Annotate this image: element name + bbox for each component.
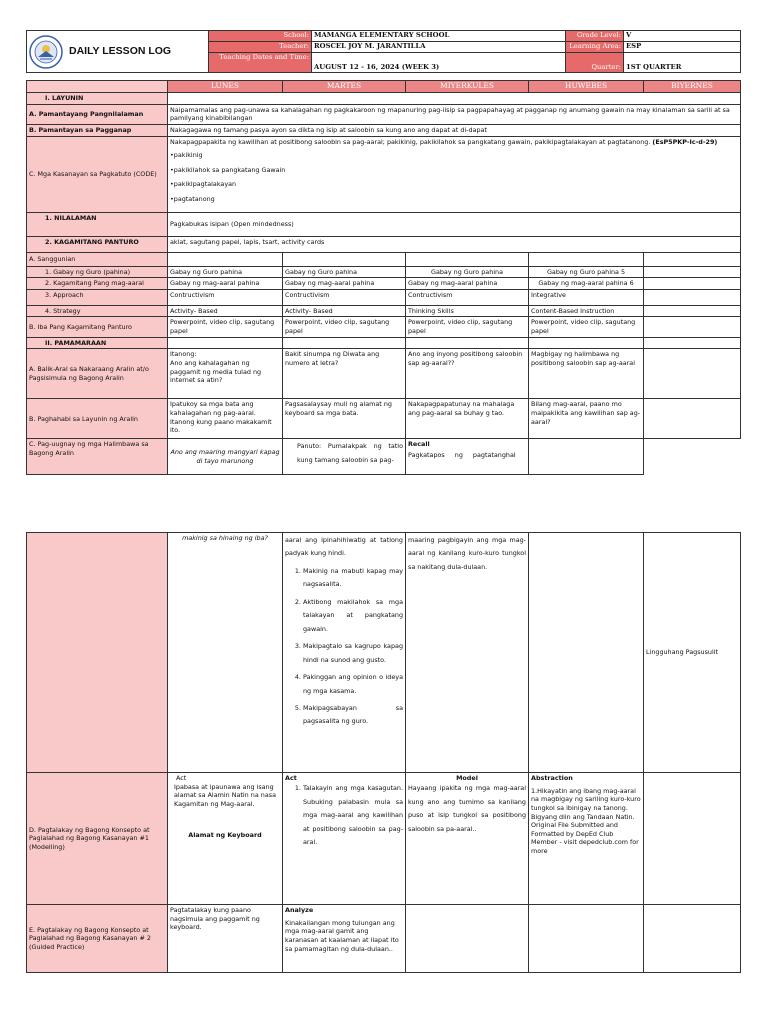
teacher-label: Teacher: (209, 42, 312, 53)
e-tue-title: Analyze (285, 906, 314, 914)
approach-fri (644, 289, 741, 305)
iba-pang-thu: Powerpoint, video clip, sagutang papel (529, 317, 644, 337)
grade-level-value: V (624, 31, 741, 42)
d-tue-title: Act (285, 774, 297, 782)
strategy-fri (644, 305, 741, 317)
paghahabi-thu: Bilang mag-aaral, paano mo maipakikita ang kawilihan sap ag-aaral? (529, 399, 644, 439)
lesson-table-page-1 (26, 80, 740, 475)
approach-tue: Contructivism (283, 289, 406, 305)
iba-pang-label: B. Iba Pang Kagamitang Panturo (27, 317, 168, 337)
balik-aral-mon: Itanong: Ano ang kahalagahan ng paggamit ng media tulad ng internet sa atin? (168, 349, 283, 399)
d-mon-sub: Alamat ng Keyboard (188, 830, 262, 839)
cont-tue-intro: aaral ang ipinahihiwatig at tatlong padyak kung hindi. (285, 536, 403, 558)
gabay-guro-tue: Gabay ng Guro pahina (283, 266, 406, 278)
d-thu-note: Original File Submitted and Formatted by DepEd Club Member - visit depedclub.com for more (531, 821, 639, 856)
bullet-item: •pakikinig (170, 151, 203, 160)
mga-kasanayan-code: (EsP5PKP-Ic-d-29) (652, 137, 718, 146)
pag-uugnay-tue: Panuto: Pumalakpak ng tatlo kung tamang saloobin sa pag- (283, 439, 406, 475)
kagamitang-label: 2. KAGAMITANG PANTURO (27, 236, 168, 252)
kagamitang-mag-aaral-fri (644, 278, 741, 290)
header-table (26, 30, 741, 73)
sanggunian-label: A. Sanggunian (27, 252, 168, 266)
iba-pang-mon: Powerpoint, video clip, sagutang papel (168, 317, 283, 337)
quarter-label: Quarter: (566, 53, 624, 73)
learning-area-value: ESP (624, 42, 741, 53)
pag-uugnay-mon: Ano ang maaring mangyari kapag di tayo marunong (168, 439, 283, 475)
gabay-guro-wed: Gabay ng Guro pahina (406, 266, 529, 278)
d-wed-title: Model (456, 774, 478, 782)
d-thu-text: 1.Hikayatin ang ibang mag-aaral na magbigay ng sariling kuro-kuro tungkol sa ibinigay na tanong. Bigyang diin ang Tandaan Natin. (531, 786, 641, 821)
e-mon: Pagtatalakay kung paano nagsimula ang paggamit ng keyboard. (168, 905, 283, 973)
balik-aral-label: A. Balik-Aral sa Nakaraang Aralin at/o Pagsisimula ng Bagong Aralin (27, 349, 168, 399)
paghahabi-tue: Pagsasalaysay muli ng alamat ng keyboard sa mga bata. (283, 399, 406, 439)
nilalaman-label: 1. NILALAMAN (27, 212, 168, 236)
balik-aral-tue: Bakit sinumpa ng Diwata ang numero at letra? (283, 349, 406, 399)
kagamitang-mag-aaral-mon: Gabay ng mag-aaral pahina (168, 278, 283, 290)
strategy-thu: Content-Based Instruction (529, 305, 644, 317)
title-cell (27, 31, 209, 73)
page-title: DAILY LESSON LOG (69, 45, 172, 58)
strategy-wed: Thinking Skills (406, 305, 529, 317)
approach-wed: Contructivism (406, 289, 529, 305)
pamantayan-pagganap-text: Nakagagawa ng tamang pasya ayon sa dikta ng isip at saloobin sa kung ano ang dapat at di-dapat (168, 124, 741, 136)
gabay-guro-thu: Gabay ng Guro pahina 5 (529, 266, 644, 278)
gabay-guro-mon: Gabay ng Guro pahina (168, 266, 283, 278)
gabay-guro-label: 1. Gabay ng Guro (pahina) (27, 266, 168, 278)
e-label: E. Pagtalakay ng Bagong Konsepto at Paglalahad ng Bagong Kasanayan # 2 (Guided Practice) (27, 905, 168, 973)
bullet-item: •pakikipagtalakayan (170, 180, 237, 189)
mga-kasanayan-text: Nakapagpapakita ng kawilihan at positibong saloobin sa pag-aaral; pakikinig, pakikilahok sa pangkatang gawain, pakikipagtalakayan at pagtatanong. (170, 137, 651, 146)
d-wed-text: Hayaang ipakita ng mga mag-aaral kung ano ang tumimo sa kanilang puso at isip tungkol sa positibong saloobin sa pa-aaral.. (408, 784, 526, 833)
day-header-tue: MARTES (283, 81, 406, 93)
kagamitang-mag-aaral-tue: Gabay ng mag-aaral pahina (283, 278, 406, 290)
list-item: 4. Pakinggan ang opinion o ideya ng mga kasama. (303, 671, 403, 698)
iba-pang-wed: Powerpoint, video clip, sagutang papel (406, 317, 529, 337)
dates-label: Teaching Dates and Time: (209, 53, 312, 73)
pamamaraan-heading: II. PAMAMARAAN (27, 337, 168, 349)
dates-value: AUGUST 12 - 16, 2024 (WEEK 3) (312, 53, 566, 73)
layunin-heading: I. LAYUNIN (27, 93, 168, 105)
balik-aral-wed: Ano ang inyong positibong saloobin sap ag-aaral?? (406, 349, 529, 399)
list-item: 1. Makinig na mabuti kapag may nagsasalita. (303, 565, 403, 592)
balik-aral-fri (644, 349, 741, 399)
cont-wed: maaring pagbigayin ang mga mag-aaral ng kanilang kuro-kuro tungkol sa nakitang dula-dulaan. (406, 533, 529, 773)
d-mon-title: Act (176, 774, 187, 782)
day-header-wed: MIYERKULES (406, 81, 529, 93)
paghahabi-label: B. Paghahabi sa Layunin ng Aralin (27, 399, 168, 439)
school-value: MAMANGA ELEMENTARY SCHOOL (312, 31, 566, 42)
d-wed-cell (406, 773, 529, 905)
d-mon-text: Ipabasa at ipaunawa ang isang alamat sa Alamin Natin na nasa Kagamitan ng Mag-aaral. (174, 782, 276, 808)
day-header-fri: BIYERNES (644, 81, 741, 93)
cont-tue-list (285, 565, 403, 729)
approach-label: 3. Approach (27, 289, 168, 305)
d-tue-cell (283, 773, 406, 905)
pamantayang-pangnilalaman-label: A. Pamantayang Pangnilalaman (27, 104, 168, 124)
pag-uugnay-wed-cell (406, 439, 529, 475)
learning-area-label: Learning Area: (566, 42, 624, 53)
paghahabi-wed: Nakapagpapatunay na mahalaga ang pag-aaral sa buhay g tao. (406, 399, 529, 439)
teacher-value: ROSCEL JOY M. JARANTILLA (312, 42, 566, 53)
strategy-mon: Activity- Based (168, 305, 283, 317)
pamantayang-pangnilalaman-text: Naipamamalas ang pag-unawa sa kahalagahan ng pagkakaroon ng mapanuring pag-iisip sa pagpapahayag at pagganap ng anumang gawain na may kinalaman sa sarili at sa pamilyang kinabibilangan (168, 104, 741, 124)
mga-kasanayan-cell (168, 136, 741, 212)
nilalaman-text: Pagkabukas isipan (Open mindedness) (168, 212, 741, 236)
cont-fri: Lingguhang Pagsusulit (644, 533, 741, 773)
paghahabi-mon: Ipatukoy sa mga bata ang kahalagahan ng pag-aaral. Itanong kung paano makakamit ito. (168, 399, 283, 439)
d-thu-title: Abstraction (531, 774, 573, 782)
pag-uugnay-wed-text: Pagkatapos ng pagtatanghal (408, 450, 516, 459)
list-item: 3. Makipagtalo sa kagrupo kapag hindi na sunod ang gusto. (303, 640, 403, 667)
deped-seal-icon (29, 35, 63, 69)
grade-level-label: Grade Level: (566, 31, 624, 42)
page-1 (26, 30, 740, 73)
approach-thu: Integrative (529, 289, 644, 305)
iba-pang-fri (644, 317, 741, 337)
e-tue-text: Kinakailangan mong tulungan ang mga mag-aaral gamit ang karanasan at kaalaman at ilapat ito sa pamamagitan ng dula-dulaan.. (285, 918, 399, 953)
iba-pang-tue: Powerpoint, video clip, sagutang papel (283, 317, 406, 337)
list-item: 5. Makipagsabayan sa pagsasalita ng guro. (303, 702, 403, 729)
lesson-table-page-2 (26, 532, 740, 973)
mga-kasanayan-label: C. Mga Kasanayan sa Pagkatuto (CODE) (27, 136, 168, 212)
kagamitang-mag-aaral-label: 2. Kagamitang Pang mag-aaral (27, 278, 168, 290)
d-mon-cell (168, 773, 283, 905)
bullet-item: •pakikilahok sa pangkatang Gawain (170, 165, 286, 174)
day-header-mon: LUNES (168, 81, 283, 93)
strategy-tue: Activity- Based (283, 305, 406, 317)
d-label: D. Pagtalakay ng Bagong Konsepto at Paglalahad ng Bagong Kasanayan #1 (Modelling) (27, 773, 168, 905)
paghahabi-fri (644, 399, 741, 439)
school-label: School: (209, 31, 312, 42)
gabay-guro-fri (644, 266, 741, 278)
kagamitang-mag-aaral-wed: Gabay ng mag-aaral pahina (406, 278, 529, 290)
cont-mon: makinig sa hinaing ng iba? (168, 533, 283, 773)
cont-tue-cell (283, 533, 406, 773)
bullet-item: •pagtatanong (170, 195, 215, 204)
strategy-label: 4. Strategy (27, 305, 168, 317)
balik-aral-thu: Magbigay ng halimbawa ng positibong saloobin sap ag-aaral (529, 349, 644, 399)
e-tue-cell (283, 905, 406, 973)
quarter-value: 1ST QUARTER (624, 53, 741, 73)
approach-mon: Contructivism (168, 289, 283, 305)
kagamitang-text: aklat, sagutang papel, lapis, tsart, activity cards (168, 236, 741, 252)
kagamitang-mag-aaral-thu: Gabay ng mag-aaral pahina 6 (529, 278, 644, 290)
list-item: 1. Talakayin ang mga kasagutan. Subuking palabasin mula sa mga mag-aaral ang kawilihan at positibong saloobin sa pag-aral. (303, 782, 403, 849)
d-thu-cell (529, 773, 644, 905)
recall-title: Recall (408, 440, 430, 449)
pag-uugnay-label: C. Pag-uugnay ng mga Halimbawa sa Bagong Aralin (27, 439, 168, 475)
pamantayan-pagganap-label: B. Pamantayan sa Pagganap (27, 124, 168, 136)
day-header-thu: HUWEBES (529, 81, 644, 93)
list-item: 2. Aktibong makilahok sa mga talakayan at pangkatang gawain. (303, 596, 403, 636)
